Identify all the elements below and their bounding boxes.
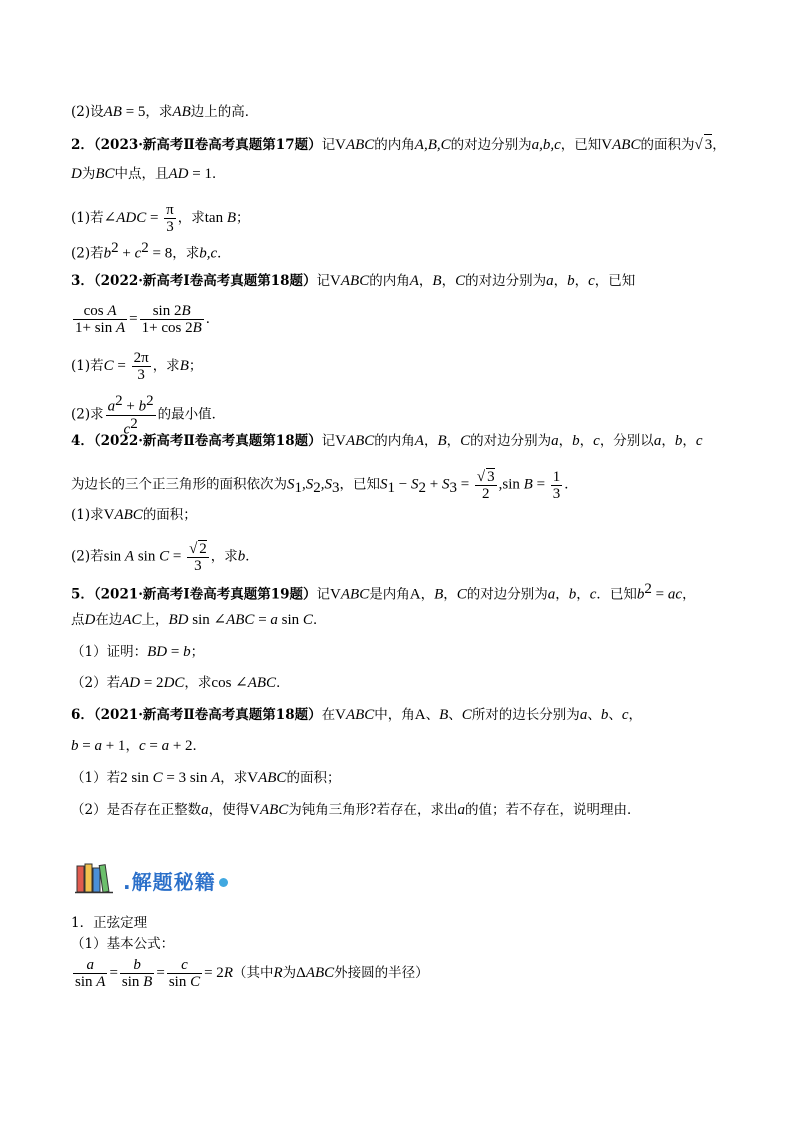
sine-law-formula: $\frac{a}{\text{sin A}}$ = $\frac{b}{\text{sin B}}$ = $\frac{c}{\text{sin C}}$ = 2R（其中R为ΔABC外接圆的半径） [75,957,429,990]
question-2-sub-1: (1)若∠ADC = $\frac{\pi}{3}$ ，求tan B； [71,202,250,235]
law-subheading: （1）基本公式： [71,936,175,952]
question-6-sub-1: （1）若2 sin C = 3 sin A，求VABC的面积； [71,770,341,786]
books-icon [75,862,115,894]
title-dot [219,878,228,887]
question-5-sub-1: （1）证明：BD = b； [71,644,205,660]
question-4-sub-1: (1)求VABC的面积； [71,507,197,523]
question-2-line-1: 2．（2023·新高考Ⅱ卷高考真题第17题）记VABC的内角A,B,C的对边分别为a,b,c，已知VABC的面积为√ 3， [71,134,726,155]
question-3-sub-1: (1)若C = $\frac{2\pi}{3}$ ，求B； [71,350,203,383]
question-6-sub-2: （2）是否存在正整数a，使得VABC为钝角三角形?若存在，求出a的值；若不存在，说明理由． [71,802,641,818]
prev-sub-question-2: (2)设AB = 5，求AB边上的高． [71,104,259,120]
question-6-line-1: 6．（2021·新高考Ⅱ卷高考真题第18题）在VABC中，角A、B、C所对的边长分别为a、b、c， [71,707,642,723]
question-4-sub-2: (2)若sin A sin C = $\frac{√ 2}{3}$ ，求b． [71,541,259,574]
law-heading: 1．正弦定理 [71,915,148,931]
question-2-line-2: D为BC中点，且AD = 1． [71,166,226,182]
question-3-line-2: $\frac{\text{cos A}}{\text{1+ sin A}}$ = $\frac{\sin 2B}{1+ \cos 2B}$ ． [75,303,220,336]
question-5-line-1: 5．（2021·新高考Ⅰ卷高考真题第19题）记VABC是内角A，B，C的对边分别为a，b，c．已知$b^2$ = ac， [71,581,696,603]
question-4-line-1: 4．（2022·新高考Ⅱ卷高考真题第18题）记VABC的内角A，B，C的对边分别为a，b，c，分别以a，b，c [71,433,703,449]
question-6-line-2: b = a + 1，c = a + 2． [71,738,207,754]
question-5-sub-2: （2）若AD = 2DC，求cos ∠ABC． [71,675,290,691]
question-4-line-2: 为边长的三个正三角形的面积依次为$S_1,S_2,S_3$，已知$S_1 - S_2 + S_3$ = $\frac{√ 3}{2}$ ,sin B = $\frac{1}{3}$ ． [71,468,578,502]
question-5-line-2: 点D在边AC上，BD sin ∠ABC = a sin C． [71,612,327,628]
question-3-line-1: 3．（2022·新高考Ⅰ卷高考真题第18题）记VABC的内角A，B，C的对边分别为a，b，c，已知 [71,273,636,289]
question-2-sub-2: (2)若$b^2 + c^2 = 8$，求b,c． [71,240,231,262]
section-title: .解题秘籍 [123,866,228,895]
question-3-sub-2: (2)求 $\frac{a^2 + b^2}{c^2}$ 的最小值． [71,393,226,437]
